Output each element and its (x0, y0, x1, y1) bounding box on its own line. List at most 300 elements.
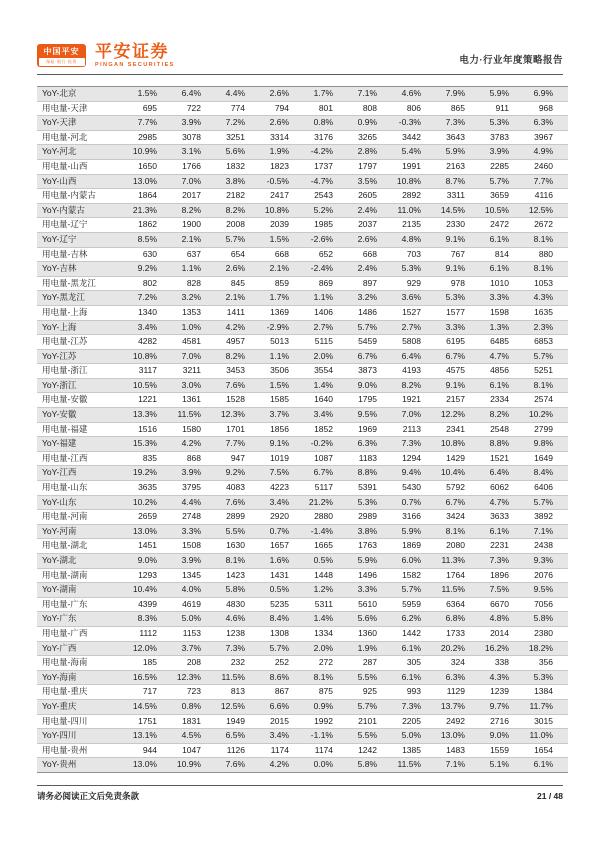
row-value: 2113 (392, 422, 436, 437)
row-value: 2543 (304, 189, 348, 204)
row-value: 2135 (392, 218, 436, 233)
row-value: 5.8% (348, 758, 392, 773)
row-value: 978 (436, 276, 480, 291)
row-value: 1921 (392, 393, 436, 408)
row-value: 2605 (348, 189, 392, 204)
row-value: 2492 (436, 714, 480, 729)
table-row (37, 495, 568, 510)
row-value: 8.3% (128, 612, 172, 627)
row-value: 723 (172, 685, 216, 700)
row-value: 1991 (392, 159, 436, 174)
row-value: 14.5% (128, 699, 172, 714)
row-value: 5.2% (304, 203, 348, 218)
row-value: 4.2% (216, 320, 260, 335)
row-value: 1.5% (260, 232, 304, 247)
row-value: 1733 (436, 626, 480, 641)
row-value: 3.1% (172, 145, 216, 160)
row-value: 1528 (216, 393, 260, 408)
row-value: 1763 (348, 539, 392, 554)
row-value: 1598 (480, 305, 524, 320)
row-value: 0.7% (392, 495, 436, 510)
row-value: 875 (304, 685, 348, 700)
row-value: 9.2% (216, 466, 260, 481)
row-value: 1831 (172, 714, 216, 729)
row-value: 8.1% (436, 524, 480, 539)
row-label: YoY-贵州 (37, 758, 128, 773)
row-value: 4083 (216, 481, 260, 496)
brand-block (37, 44, 175, 68)
row-value: 1654 (524, 743, 568, 758)
row-label: 用电量-安徽 (37, 393, 128, 408)
row-value: 3.7% (260, 408, 304, 423)
row-value: 185 (128, 656, 172, 671)
row-value: 21.2% (304, 495, 348, 510)
row-value: 3453 (216, 364, 260, 379)
row-value: 3.8% (216, 174, 260, 189)
row-value: 20.2% (436, 641, 480, 656)
row-value: 1.7% (313, 88, 333, 98)
table-row (37, 626, 568, 641)
row-value: 356 (524, 656, 568, 671)
row-value: 2008 (216, 218, 260, 233)
row-label: 用电量-吉林 (37, 247, 128, 262)
row-value: 2.4% (348, 203, 392, 218)
row-value: 968 (524, 101, 568, 116)
row-value: 8.1% (524, 378, 568, 393)
row-value: 5792 (436, 481, 480, 496)
row-value: 3554 (304, 364, 348, 379)
row-value: 8.2% (392, 378, 436, 393)
row-value: 272 (304, 656, 348, 671)
table-row (37, 568, 568, 583)
row-value: 947 (216, 451, 260, 466)
row-label: 用电量-贵州 (37, 743, 128, 758)
row-value: 1657 (260, 539, 304, 554)
row-value: 1.5% (260, 378, 304, 393)
row-value: 1239 (480, 685, 524, 700)
row-value: 4575 (436, 364, 480, 379)
row-value: 3892 (524, 510, 568, 525)
row-value: 3.4% (128, 320, 172, 335)
row-value: 1486 (348, 305, 392, 320)
row-value: 1.2% (304, 583, 348, 598)
row-value: 3211 (172, 364, 216, 379)
table-row (37, 291, 568, 306)
row-value: 12.5% (216, 699, 260, 714)
row-value: 2.7% (304, 320, 348, 335)
row-value: 2037 (348, 218, 392, 233)
table-row (37, 130, 568, 145)
row-value: 867 (260, 685, 304, 700)
row-label: YoY-四川 (37, 729, 128, 744)
row-value: 15.3% (128, 437, 172, 452)
row-value: 1737 (304, 159, 348, 174)
row-value: 4399 (128, 597, 172, 612)
row-value: 5430 (392, 481, 436, 496)
row-value: 5.7% (348, 699, 392, 714)
row-value: 2.8% (348, 145, 392, 160)
row-label: 用电量-黑龙江 (37, 276, 128, 291)
row-value: 1451 (128, 539, 172, 554)
row-label: YoY-江西 (37, 466, 128, 481)
row-value: 8.7% (436, 174, 480, 189)
row-value: 3.5% (348, 174, 392, 189)
row-value: 7.0% (392, 408, 436, 423)
row-label: 用电量-重庆 (37, 685, 128, 700)
table-row (37, 320, 568, 335)
row-value: 1.1% (304, 291, 348, 306)
pingan-logo (37, 44, 86, 67)
row-value: 9.2% (128, 262, 172, 277)
row-value: 1053 (524, 276, 568, 291)
row-value: 6.7% (348, 349, 392, 364)
row-value: 7.7% (128, 116, 172, 131)
row-value: 3117 (128, 364, 172, 379)
row-value: 637 (172, 247, 216, 262)
table-row (37, 758, 568, 773)
row-value: 10.8% (436, 437, 480, 452)
row-label: YoY-广西 (37, 641, 128, 656)
row-value: 3633 (480, 510, 524, 525)
row-value: 1406 (304, 305, 348, 320)
row-value: 8.4% (524, 466, 568, 481)
row-value: 1353 (172, 305, 216, 320)
row-value: 2285 (480, 159, 524, 174)
page-footer (37, 790, 563, 802)
row-value: 1385 (392, 743, 436, 758)
table-row (37, 685, 568, 700)
row-label: YoY-重庆 (37, 699, 128, 714)
row-value: 2330 (436, 218, 480, 233)
row-value: 808 (348, 101, 392, 116)
row-value: 7.6% (216, 758, 260, 773)
row-label: YoY-吉林 (37, 262, 128, 277)
row-value: 10.5% (128, 378, 172, 393)
table-row (37, 87, 568, 102)
row-value: 1.1% (260, 349, 304, 364)
row-label: YoY-北京 (42, 88, 77, 98)
table-row (37, 101, 568, 116)
row-value: 13.0% (436, 729, 480, 744)
row-label: 用电量-江苏 (37, 335, 128, 350)
row-value: 0.9% (348, 116, 392, 131)
row-value: 703 (392, 247, 436, 262)
row-value: 8.5% (128, 232, 172, 247)
table-row (37, 116, 568, 131)
row-value: 1.3% (480, 320, 524, 335)
row-value: 14.5% (436, 203, 480, 218)
row-value: 6.8% (436, 612, 480, 627)
table-row (37, 539, 568, 554)
row-value: 11.5% (392, 758, 436, 773)
row-value: 1411 (216, 305, 260, 320)
row-value: 668 (260, 247, 304, 262)
table-row (37, 145, 568, 160)
row-value: 6406 (524, 481, 568, 496)
row-value: 7.0% (172, 349, 216, 364)
table-row (37, 714, 568, 729)
row-value: 1521 (480, 451, 524, 466)
row-value: 10.8% (392, 174, 436, 189)
table-row (37, 349, 568, 364)
row-value: 794 (260, 101, 304, 116)
row-value: 5.9% (489, 88, 509, 98)
row-value: 6.4% (181, 88, 201, 98)
row-value: 6.9% (533, 88, 553, 98)
row-label: YoY-黑龙江 (37, 291, 128, 306)
row-value: 3.8% (348, 524, 392, 539)
row-value: 5.6% (216, 145, 260, 160)
row-value: 3251 (216, 130, 260, 145)
row-value: 6062 (480, 481, 524, 496)
row-value: 1640 (304, 393, 348, 408)
row-value: 1582 (392, 568, 436, 583)
row-value: 21.3% (128, 203, 172, 218)
row-value: 2.3% (524, 320, 568, 335)
row-value: 1527 (392, 305, 436, 320)
row-value: 2.1% (172, 232, 216, 247)
row-value: 6.1% (480, 378, 524, 393)
row-value: 4.5% (172, 729, 216, 744)
row-value: 1384 (524, 685, 568, 700)
row-value: 3643 (436, 130, 480, 145)
table-row (37, 524, 568, 539)
row-value: 2574 (524, 393, 568, 408)
row-value: 9.7% (480, 699, 524, 714)
row-value: 5.5% (216, 524, 260, 539)
row-value: 2920 (260, 510, 304, 525)
row-value: 4.9% (524, 145, 568, 160)
row-value: 1294 (392, 451, 436, 466)
logo-badge-subtext: 保险·银行·投资 (39, 58, 85, 66)
row-value: 7.1% (357, 88, 377, 98)
row-value: 993 (392, 685, 436, 700)
table-body (37, 87, 568, 773)
row-value: 1.9% (260, 145, 304, 160)
row-value: 828 (172, 276, 216, 291)
row-value: 6.1% (480, 232, 524, 247)
row-value: 10.5% (480, 203, 524, 218)
row-value: 3176 (304, 130, 348, 145)
row-value: 1856 (260, 422, 304, 437)
row-label: 用电量-广西 (37, 626, 128, 641)
row-value: 6.1% (392, 641, 436, 656)
row-value: 4223 (260, 481, 304, 496)
row-label: YoY-辽宁 (37, 232, 128, 247)
row-value: 1.1% (172, 262, 216, 277)
page-number: 21 / 48 (537, 791, 563, 801)
row-value: 7.7% (524, 174, 568, 189)
row-value: 11.5% (436, 583, 480, 598)
report-title: 电力·行业年度策略报告 (459, 55, 563, 66)
row-value: 1019 (260, 451, 304, 466)
row-value: 2460 (524, 159, 568, 174)
row-value: 5.7% (216, 232, 260, 247)
row-value: 2659 (128, 510, 172, 525)
row-value: 868 (172, 451, 216, 466)
row-value: 9.0% (348, 378, 392, 393)
row-value: 6670 (480, 597, 524, 612)
row-value: 1969 (348, 422, 392, 437)
row-value: 8.2% (216, 349, 260, 364)
row-value: 1369 (260, 305, 304, 320)
row-label: YoY-湖北 (37, 554, 128, 569)
row-value: 1766 (172, 159, 216, 174)
row-label: YoY-福建 (37, 437, 128, 452)
row-value: 1345 (172, 568, 216, 583)
row-label: YoY-江苏 (37, 349, 128, 364)
row-value: 5459 (348, 335, 392, 350)
table-row (37, 670, 568, 685)
row-value: 4282 (128, 335, 172, 350)
row-value: 5.9% (436, 145, 480, 160)
row-value: 12.5% (524, 203, 568, 218)
row-value: 1308 (260, 626, 304, 641)
row-value: 5.3% (480, 116, 524, 131)
row-value: 1764 (436, 568, 480, 583)
footer-disclaimer: 请务必阅读正文后免责条款 (37, 791, 140, 801)
table-row (37, 510, 568, 525)
row-value: 338 (480, 656, 524, 671)
row-value: 1.0% (172, 320, 216, 335)
row-value: 0.7% (260, 524, 304, 539)
row-value: 925 (348, 685, 392, 700)
row-value: 2716 (480, 714, 524, 729)
table-row (37, 232, 568, 247)
row-label: YoY-天津 (37, 116, 128, 131)
row-value: 3442 (392, 130, 436, 145)
row-value: 1360 (348, 626, 392, 641)
row-value: 4.2% (260, 758, 304, 773)
row-value: 1992 (304, 714, 348, 729)
row-value: 911 (480, 101, 524, 116)
row-value: 5808 (392, 335, 436, 350)
row-value: 13.0% (128, 174, 172, 189)
row-value: 630 (128, 247, 172, 262)
row-label: 用电量-河南 (37, 510, 128, 525)
row-value: 1126 (216, 743, 260, 758)
row-value: 1649 (524, 451, 568, 466)
row-value: 1832 (216, 159, 260, 174)
row-value: 1852 (304, 422, 348, 437)
row-value: -1.4% (304, 524, 348, 539)
row-value: 3311 (436, 189, 480, 204)
table-row (37, 699, 568, 714)
row-value: 0.9% (304, 699, 348, 714)
row-label: 用电量-山东 (37, 481, 128, 496)
row-value: 6.1% (524, 758, 568, 773)
row-value: 1797 (348, 159, 392, 174)
row-label: YoY-河南 (37, 524, 128, 539)
row-value: 5.7% (480, 174, 524, 189)
row-value: 6.1% (480, 524, 524, 539)
row-value: 5235 (260, 597, 304, 612)
table-row (37, 203, 568, 218)
row-value: 6.6% (260, 699, 304, 714)
row-value: 3.6% (392, 291, 436, 306)
row-value: 0.8% (172, 699, 216, 714)
table-row (37, 466, 568, 481)
row-value: 10.8% (128, 349, 172, 364)
row-value: 3.4% (260, 729, 304, 744)
row-value: 13.0% (128, 524, 172, 539)
row-value: 1183 (348, 451, 392, 466)
row-value: 7.0% (172, 174, 216, 189)
row-value: 668 (348, 247, 392, 262)
row-value: 2417 (260, 189, 304, 204)
footer-divider (37, 785, 563, 786)
row-value: 10.4% (436, 466, 480, 481)
row-value: 4.8% (480, 612, 524, 627)
row-value: 869 (304, 276, 348, 291)
row-value: 1985 (304, 218, 348, 233)
row-value: 6.4% (480, 466, 524, 481)
electricity-consumption-table (37, 86, 568, 773)
row-value: 6.7% (436, 349, 480, 364)
row-value: 9.1% (436, 262, 480, 277)
row-value: 2.6% (269, 88, 289, 98)
row-value: 16.5% (128, 670, 172, 685)
row-value: 1010 (480, 276, 524, 291)
row-value: 5.0% (392, 729, 436, 744)
table-row (37, 247, 568, 262)
row-value: 1665 (304, 539, 348, 554)
row-value: 2.6% (260, 116, 304, 131)
row-value: -4.7% (304, 174, 348, 189)
row-value: 2.0% (304, 641, 348, 656)
row-value: 2341 (436, 422, 480, 437)
row-value: 7.9% (445, 88, 465, 98)
table-row (37, 218, 568, 233)
row-value: 6.1% (392, 670, 436, 685)
table-row (37, 554, 568, 569)
row-label: YoY-浙江 (37, 378, 128, 393)
row-value: 1864 (128, 189, 172, 204)
row-value: 1221 (128, 393, 172, 408)
row-value: 695 (128, 101, 172, 116)
row-value: 1650 (128, 159, 172, 174)
row-value: 1.4% (304, 378, 348, 393)
row-value: 6.7% (436, 495, 480, 510)
row-value: 2380 (524, 626, 568, 641)
row-value: 3265 (348, 130, 392, 145)
row-value: 1242 (348, 743, 392, 758)
row-value: 7.3% (392, 437, 436, 452)
row-value: 9.3% (524, 554, 568, 569)
row-value: 2334 (480, 393, 524, 408)
row-value: 12.2% (436, 408, 480, 423)
row-value: 10.9% (128, 145, 172, 160)
row-value: 4.7% (480, 349, 524, 364)
row-value: 1.9% (348, 641, 392, 656)
row-value: 3.2% (172, 291, 216, 306)
row-value: 13.0% (128, 758, 172, 773)
table-row (37, 262, 568, 277)
row-value: 5.5% (348, 729, 392, 744)
row-value: 7.1% (436, 758, 480, 773)
row-value: 2182 (216, 189, 260, 204)
row-value: 2076 (524, 568, 568, 583)
row-value: 12.0% (128, 641, 172, 656)
row-value: 2880 (304, 510, 348, 525)
table-row (37, 612, 568, 627)
row-value: 5391 (348, 481, 392, 496)
row-value: 652 (304, 247, 348, 262)
row-value: 9.1% (436, 232, 480, 247)
header-divider (37, 74, 563, 75)
table-row (37, 422, 568, 437)
row-value: 7.6% (216, 495, 260, 510)
